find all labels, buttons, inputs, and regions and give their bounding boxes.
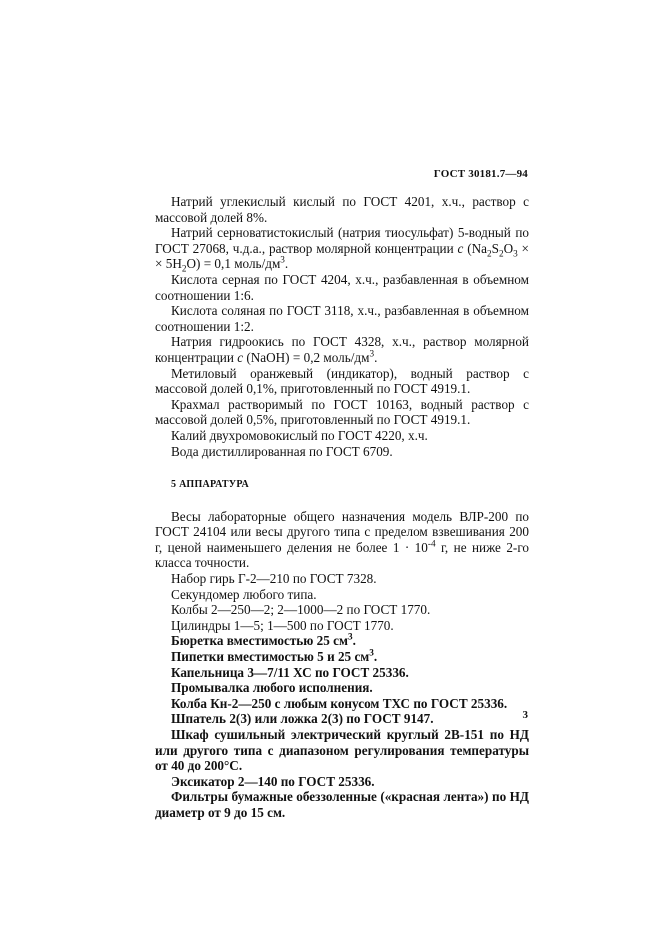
formula-part: (NaOH) = 0,2 моль/дм bbox=[243, 349, 370, 365]
apparatus-burette bbox=[155, 633, 529, 649]
concentration-symbol: c bbox=[237, 349, 244, 365]
apparatus-flasks: Колбы 2—250—2; 2—1000—2 по ГОСТ 1770. bbox=[171, 602, 431, 618]
apparatus-weights: Набор гирь Г-2—210 по ГОСТ 7328. bbox=[171, 571, 377, 587]
reagent-methyl-orange: Метиловый оранжевый (индикатор), водный раствор с массовой долей 0,1%, приготовленный по ГОСТ 4919.1. bbox=[155, 365, 529, 397]
reagent-sodium-thiosulfate bbox=[155, 225, 529, 275]
formula-part: × × 5H bbox=[155, 240, 529, 272]
apparatus-drying-oven: Шкаф сушильный электрический круглый 2В-151 по НД или другого типа с диапазоном регулирования температуры от 40 до 200°С. bbox=[155, 727, 529, 774]
apparatus-text: Бюретка вместимостью 25 см bbox=[171, 633, 348, 649]
subscript: 2 bbox=[181, 264, 187, 275]
document-body bbox=[155, 194, 529, 821]
apparatus-text: г, не ниже 2-го класса точности. bbox=[155, 539, 529, 571]
reagent-sulfuric-acid: Кислота серная по ГОСТ 4204, х.ч., разбавленная в объемном соотношении 1:6. bbox=[155, 271, 529, 303]
section-heading-apparatus: 5 АППАРАТУРА bbox=[171, 479, 250, 491]
superscript: 3 bbox=[369, 647, 374, 658]
apparatus-spatula: Шпатель 2(3) или ложка 2(3) по ГОСТ 9147. bbox=[171, 711, 434, 727]
reagent-potassium-dichromate: Калий двухромовокислый по ГОСТ 4220, х.ч. bbox=[171, 427, 428, 443]
reagent-hydrochloric-acid: Кислота соляная по ГОСТ 3118, х.ч., разбавленная в объемном соотношении 1:2. bbox=[155, 303, 529, 334]
apparatus-scales bbox=[155, 509, 529, 571]
apparatus-cylinders: Цилиндры 1—5; 1—500 по ГОСТ 1770. bbox=[171, 617, 394, 633]
formula-part: (Na bbox=[463, 240, 487, 256]
punctuation: . bbox=[374, 349, 378, 365]
superscript: 3 bbox=[347, 632, 353, 643]
reagent-starch: Крахмал растворимый по ГОСТ 10163, водный раствор с массовой долей 0,5%, приготовленный по ГОСТ 4919.1. bbox=[155, 396, 529, 428]
apparatus-dropper: Капельница 3—7/11 ХС по ГОСТ 25336. bbox=[171, 664, 409, 680]
superscript: 3 bbox=[280, 254, 285, 265]
punctuation: . bbox=[284, 256, 289, 272]
apparatus-wash-bottle: Промывалка любого исполнения. bbox=[171, 680, 373, 696]
reagent-text: Натрия гидроокись по ГОСТ 4328, х.ч., раствор молярной концентрации bbox=[155, 334, 529, 365]
apparatus-desiccator: Эксикатор 2—140 по ГОСТ 25336. bbox=[171, 773, 375, 789]
subscript: 3 bbox=[513, 248, 518, 259]
running-head: ГОСТ 30181.7—94 bbox=[433, 168, 528, 180]
apparatus-filters: Фильтры бумажные обеззоленные («красная лента») по НД диаметр от 9 до 15 см. bbox=[155, 789, 529, 820]
reagent-sodium-hydroxide bbox=[155, 334, 529, 365]
apparatus-text: Пипетки вместимостью 5 и 25 см bbox=[171, 649, 370, 665]
formula-part: O) = 0,1 моль/дм bbox=[186, 256, 281, 272]
reagent-sodium-bicarbonate: Натрий углекислый кислый по ГОСТ 4201, х.ч., раствор с массовой долей 8%. bbox=[155, 194, 529, 225]
superscript: -4 bbox=[427, 538, 436, 549]
reagent-distilled-water: Вода дистиллированная по ГОСТ 6709. bbox=[171, 443, 393, 459]
concentration-symbol: c bbox=[457, 240, 464, 256]
apparatus-text: Весы лабораторные общего назначения модель ВЛР-200 по ГОСТ 24104 или весы другого типа с пределом взвешивания 200 г, ценой наименьшего деления не более 1 · 10 bbox=[155, 508, 529, 555]
apparatus-stopwatch: Секундомер любого типа. bbox=[171, 586, 317, 602]
subscript: 2 bbox=[486, 248, 492, 259]
superscript: 3 bbox=[369, 348, 375, 359]
apparatus-pipettes bbox=[155, 649, 529, 665]
reagent-text: Натрий серноватистокислый (натрия тиосульфат) 5-водный по ГОСТ 27068, ч.д.а., раствор молярной концентрации bbox=[155, 225, 529, 256]
formula-part: S bbox=[491, 240, 499, 256]
page-number: 3 bbox=[522, 709, 528, 721]
subscript: 2 bbox=[498, 248, 504, 259]
apparatus-conical-flask: Колба Кн-2—250 с любым конусом ТХС по ГОСТ 25336. bbox=[171, 695, 508, 711]
punctuation: . bbox=[373, 649, 378, 665]
punctuation: . bbox=[352, 633, 356, 649]
formula-part: O bbox=[503, 240, 514, 256]
